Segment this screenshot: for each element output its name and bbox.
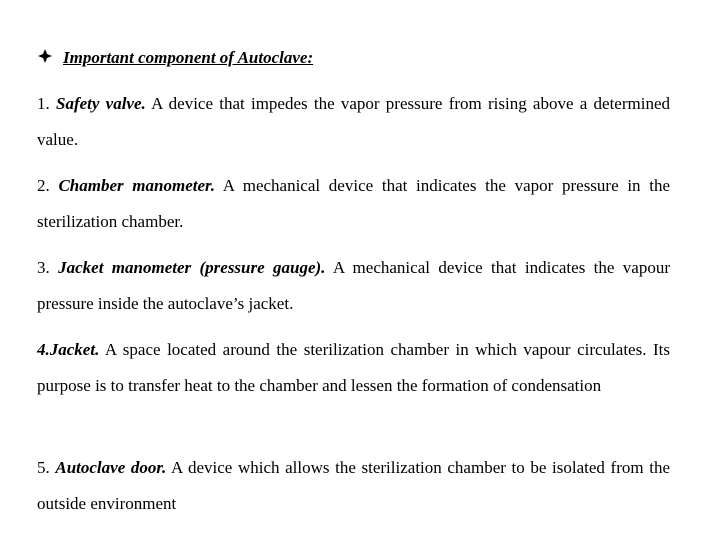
list-item-jacket [37,332,670,404]
item-term: Jacket manometer (pressure gauge). [58,258,326,277]
item-description: A device that impedes the vapor pressure from rising above a determined value. [37,94,671,149]
diamond-bullet-icon [37,49,53,68]
list-item-jacket-manometer [37,250,670,322]
item-term: Safety valve. [56,94,146,113]
item-number: 2. [37,176,59,195]
item-description: A mechanical device that indicates the vapor pressure in the sterilization chamber. [37,176,670,231]
item-description: A mechanical device that indicates the vapour pressure inside the autoclave’s jacket. [37,258,671,313]
list-item-autoclave-door [37,450,670,522]
item-term: Autoclave door. [55,458,167,477]
item-description: A device which allows the sterilization chamber to be isolated from the outside environment [37,458,670,513]
item-term: 4.Jacket. [37,340,100,359]
list-item-chamber-manometer [37,168,670,240]
item-term: Chamber manometer. [58,176,215,195]
item-number: 3. [37,258,59,277]
section-heading [37,48,313,68]
item-description: A space located around the sterilization chamber in which vapour circulates. Its purpose is to transfer heat to the chamber and lessen the formation of condensation [37,340,670,395]
item-number: 5. [37,458,56,477]
heading-title: Important component of Autoclave: [63,48,314,67]
list-item-safety-valve [37,86,670,158]
item-number: 1. [37,94,56,113]
